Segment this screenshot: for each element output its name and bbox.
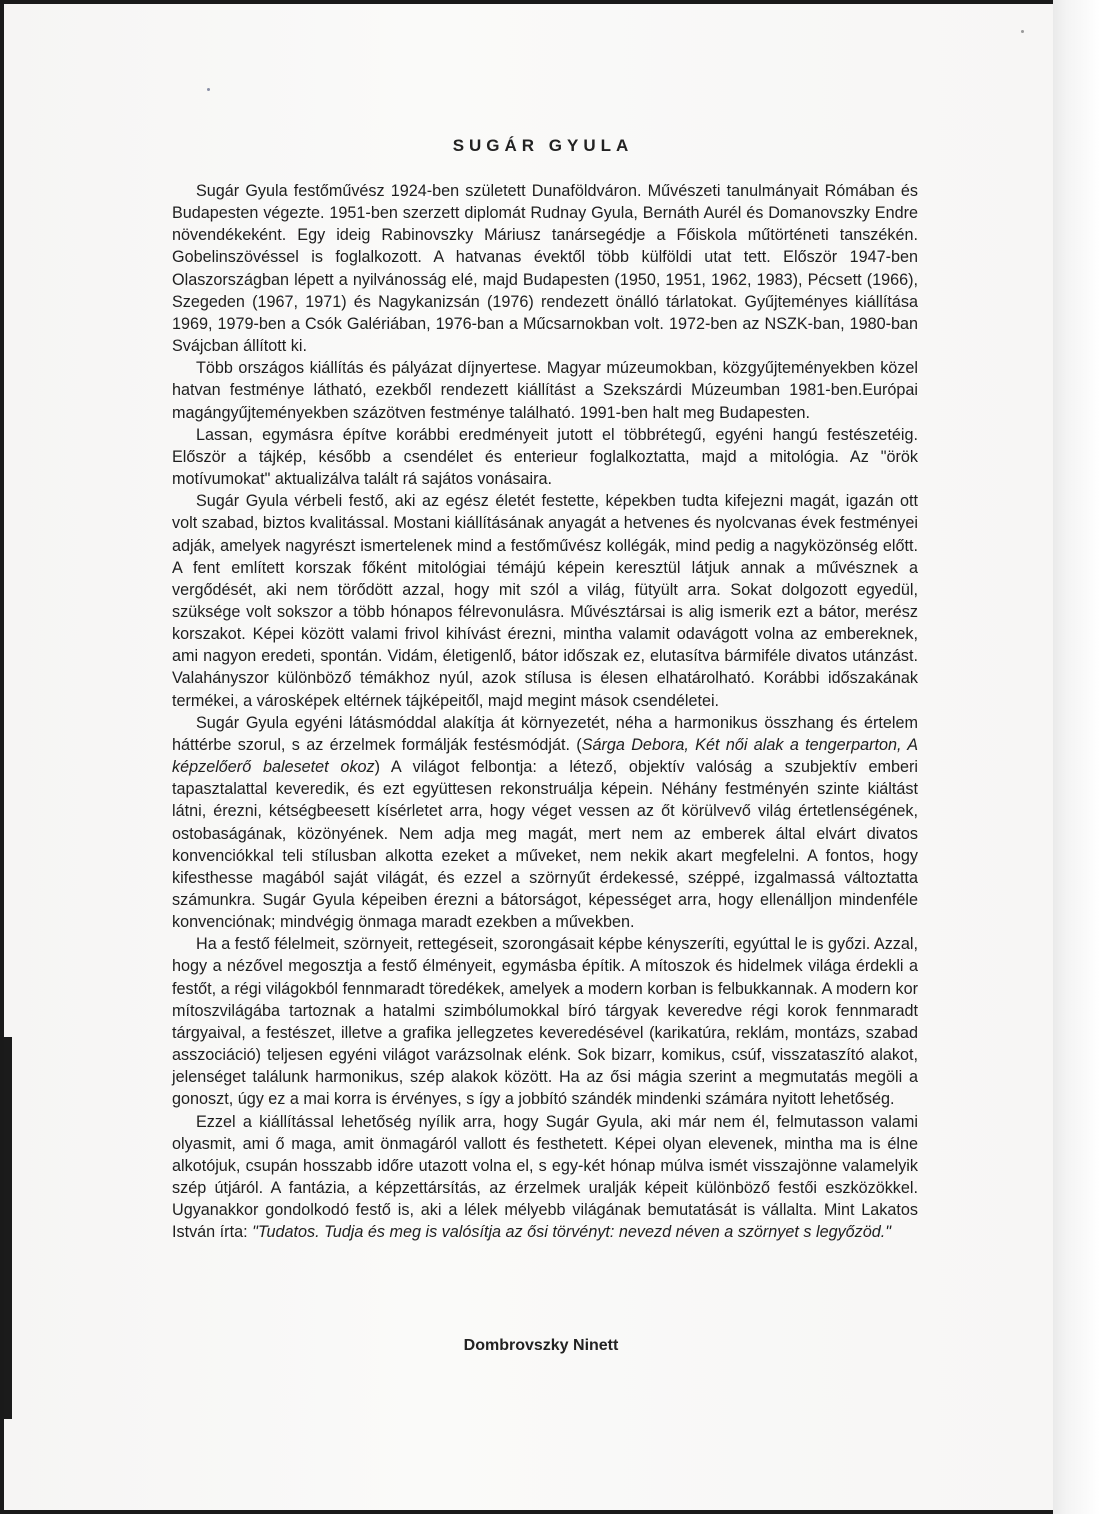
text-run: Lassan, egymásra építve korábbi eredményeit jutott el többrétegű, egyéni hangú festészetéig. Először a tájkép, később a csendélet és enterieur foglalkoztatta, majd a mitológia. Az "örök motívumokat" aktualizálva talált rá sajátos vonásaira. [172,425,918,489]
text-run: Ezzel a kiállítással lehetőség nyílik arra, hogy Sugár Gyula, aki már nem él, felmutasson valami olyasmit, ami ő maga, amit önmagáról vallott és festhetett. Képei olyan elevenek, mintha ma is élne alkotójuk, csupán hosszabb időre utazott volna el, s egy-két hónap múlva ismét visszajönne valamelyik szép útjáról. A fantázia, a képzettársítás, az érzelmek uralják képeit különböző festői eszközökkel. Ugyanakkor gondolkodó festő is, aki a lélek mélyebb világának bemutatását is vállalta. Mint Lakatos István írta: [172,1112,918,1242]
scan-border-bottom [0,1510,1100,1514]
text-run: Sugár Gyula egyéni látásmóddal alakítja át környezetét, néha a harmonikus összhang és értelem háttérbe szorul, s az érzelmek formálják festésmódját. ( [172,713,918,754]
binding-strip [4,1037,12,1419]
article-paragraph [172,180,918,357]
text-run: ) A világot felbontja: a létező, objektív valóság a szubjektív emberi tapasztalattal keveredik, és ezt együttesen rekonstruálja képein. Néhány festményén szinte kiáltást látni, érezni, kétségbeesett kísérletet arra, hogy véget vessen az őt körülvevő világ értetlenségének, ostobaságának, közönyének. Nem adja meg magát, mert nem az emberek által elvárt divatos konvenciókkal teli stílusban alkotta ezeket a műveket, nem nekik akart megfelelni. A fontos, hogy kifesthesse magából saját világát, és ezzel a szörnyűt érdekessé, széppé, izgalmassá változtatta számunkra. Sugár Gyula képeiben érezni a bátorságot, képességet arra, hogy ellenálljon mindenféle konvenciónak; mindvégig önmaga maradt ezekben a művekben. [172,758,918,932]
article-paragraph [172,1111,918,1244]
text-run: Sugár Gyula vérbeli festő, aki az egész életét festette, képekben tudta kifejezni magát, igazán ott volt szabad, biztos kvalitással. Mostani kiállításának anyagát a hetvenes és nyolcvanas évek festményei adják, amelyek nagyrészt ismertelenek mind a festőművész kollégák, mind pedig a nagyközönség előtt. A fent említett korszak főként mitológiai témájú képein keresztül látjuk annak a művésznek a vergődését, aki nem törődött azzal, hogy mit szól a világ, fütyült arra. Sokat dolgozott egyedül, szüksége volt sokszor a több hónapos félrevonulásra. Művésztársai is alig ismerik ezt a bátor, merész korszakot. Képei között valami frivol kihívást érezni, mintha valamit odavágott volna az embereknek, ami nagyon eredeti, spontán. Vidám, életigenlő, bátor időszak ez, elutasítva bármiféle divatos utánzást. Valahányszor különböző témákhoz nyúl, azok stílusa is élesen elhatárolható. Korábbi időszakának termékei, a városképek eltérnek tájképeitől, majd megint mások csendéletei. [172,492,918,710]
page-title: SUGÁR GYULA [452,136,634,155]
article-paragraph [172,424,918,490]
article-body [172,180,918,1244]
italic-quote-run: "Tudatos. Tudja és meg is valósítja az ősi törvényt: nevezd néven a szörnyet s legyőzöd." [252,1223,892,1242]
italic-quote-run: Sárga Debora, Két női alak a tengerparton, A képzelőerő balesetet okoz [172,735,919,777]
dust-speck [1021,30,1024,33]
author-signature: Dombrovszky Ninett [463,1337,619,1354]
article-paragraph [172,933,918,1110]
article-paragraph [172,712,918,934]
article-paragraph [172,490,918,712]
article-paragraph [172,357,918,423]
text-run: Több országos kiállítás és pályázat díjnyertese. Magyar múzeumokban, közgyűjteményekben közel hatvan festménye látható, ezekből rendezett kiállítást a Szekszárdi Múzeumban 1981-ben.Európai magángyűjteményekben százötven festménye található. 1991-ben halt meg Budapesten. [172,359,918,422]
page-edge-shadow [1053,0,1100,1514]
text-run: Ha a festő félelmeit, szörnyeit, rettegéseit, szorongásait képbe kényszeríti, egyúttal le is győzi. Azzal, hogy a nézővel megosztja a festő élményeit, egymásba építik. A mítoszok és hidelmek világa érdekli a festőt, a régi világokból fennmaradt töredékek, amelyek a modern korban is felbukkannak. A modern kor mítoszvilágába tartoznak a hatalmi szimbólumokkal bíró tárgyak keveredve régi korok fennmaradt tárgyaival, a festészet, illetve a grafika jellegzetes keveredésével (karikatúra, reklám, montázs, szabad asszociáció) teljesen egyéni világot varázsolnak elénk. Sok bizarr, komikus, csúf, visszataszító alakot, jelenséget találunk harmonikus, szép alakok között. Ha az ősi mágia szerint a megmutatás megöli a gonoszt, úgy ez a mai korra is érvényes, s így a jobbító szándék mindenki számára nyitott lehetőség. [172,935,918,1109]
dust-speck [207,88,210,91]
text-run: Sugár Gyula festőművész 1924-ben született Dunaföldváron. Művészeti tanulmányait Rómában és Budapesten végezte. 1951-ben szerzett diplomát Rudnay Gyula, Bernáth Aurél és Domanovszky Endre növendékeként. Egy ideig Rabinovszky Máriusz tanársegédje a Főiskola műtörténeti tanszékén. Gobelinszövéssel is foglalkozott. A hatvanas évektől több külföldi utat tett. Először 1947-ben Olaszországban lépett a nyilvánosság elé, majd Budapesten (1950, 1951, 1962, 1983), Pécsett (1966), Szegeden (1967, 1971) és Nagykanizsán (1976) rendezett önálló tárlatokat. Gyűjteményes kiállítása 1969, 1979-ben a Csók Galériában, 1976-ban a Műcsarnokban volt. 1972-ben az NSZK-ban, 1980-ban Svájcban állított ki. [172,182,918,356]
